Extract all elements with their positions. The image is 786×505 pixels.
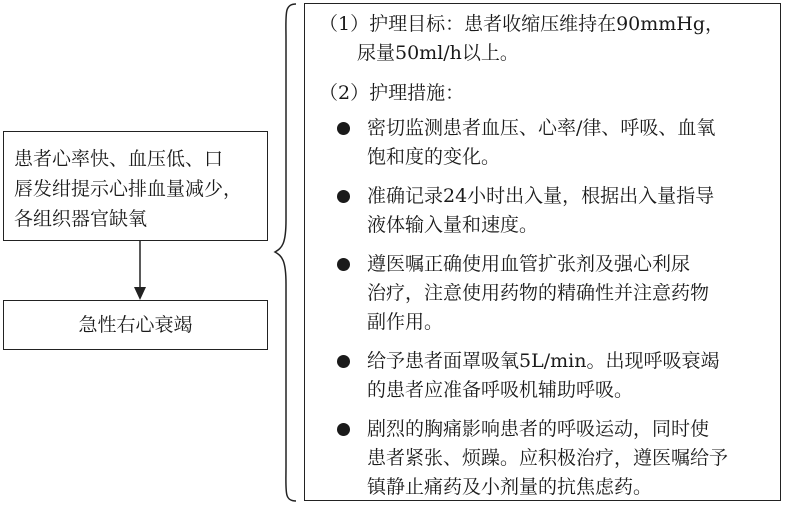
bullet-icon	[337, 355, 350, 368]
care-goal-line: 尿量50ml/h以上。	[357, 42, 519, 64]
list-item-line: 的患者应准备呼吸机辅助呼吸。	[367, 379, 634, 401]
symptom-line: 患者心率快、血压低、口	[14, 148, 224, 170]
measures-heading	[319, 79, 770, 108]
list-item-line: 患者紧张、烦躁。应积极治疗，遵医嘱给予	[367, 447, 729, 469]
list-item-line: 镇静止痛药及小剂量的抗焦虑药。	[367, 476, 653, 498]
list-item	[319, 182, 770, 240]
bullet-icon	[337, 258, 350, 271]
care-goal-line: （1）护理目标：患者收缩压维持在90mmHg，	[319, 13, 725, 35]
curly-brace-path	[275, 4, 296, 501]
list-item	[319, 250, 770, 337]
list-item-line: 密切监测患者血压、心率/律、呼吸、血氧	[367, 117, 716, 139]
list-item	[319, 347, 770, 405]
measures-heading-text: （2）护理措施：	[319, 82, 465, 104]
list-item	[319, 415, 770, 502]
symptom-line: 各组织器官缺氧	[14, 208, 148, 230]
list-item-line: 饱和度的变化。	[367, 146, 501, 168]
bullet-icon	[337, 190, 350, 203]
list-item-line: 副作用。	[367, 311, 444, 333]
list-item-line: 治疗，注意使用药物的精确性并注意药物	[367, 282, 710, 304]
list-item-line: 剧烈的胸痛影响患者的呼吸运动，同时使	[367, 418, 710, 440]
bullet-icon	[337, 423, 350, 436]
list-item-line: 液体输入量和速度。	[367, 214, 539, 236]
care-goal	[319, 10, 770, 68]
care-plan-box	[304, 3, 781, 501]
list-item-line: 给予患者面罩吸氧5L/min。出现呼吸衰竭	[367, 350, 720, 372]
list-item-line: 准确记录24小时出入量，根据出入量指导	[367, 185, 715, 207]
bullet-icon	[337, 122, 350, 135]
list-item	[319, 114, 770, 172]
list-item-line: 遵医嘱正确使用血管扩张剂及强心利尿	[367, 253, 691, 275]
symptom-line: 唇发绀提示心排血量减少，	[14, 178, 243, 200]
diagnosis-label: 急性右心衰竭	[78, 314, 193, 336]
